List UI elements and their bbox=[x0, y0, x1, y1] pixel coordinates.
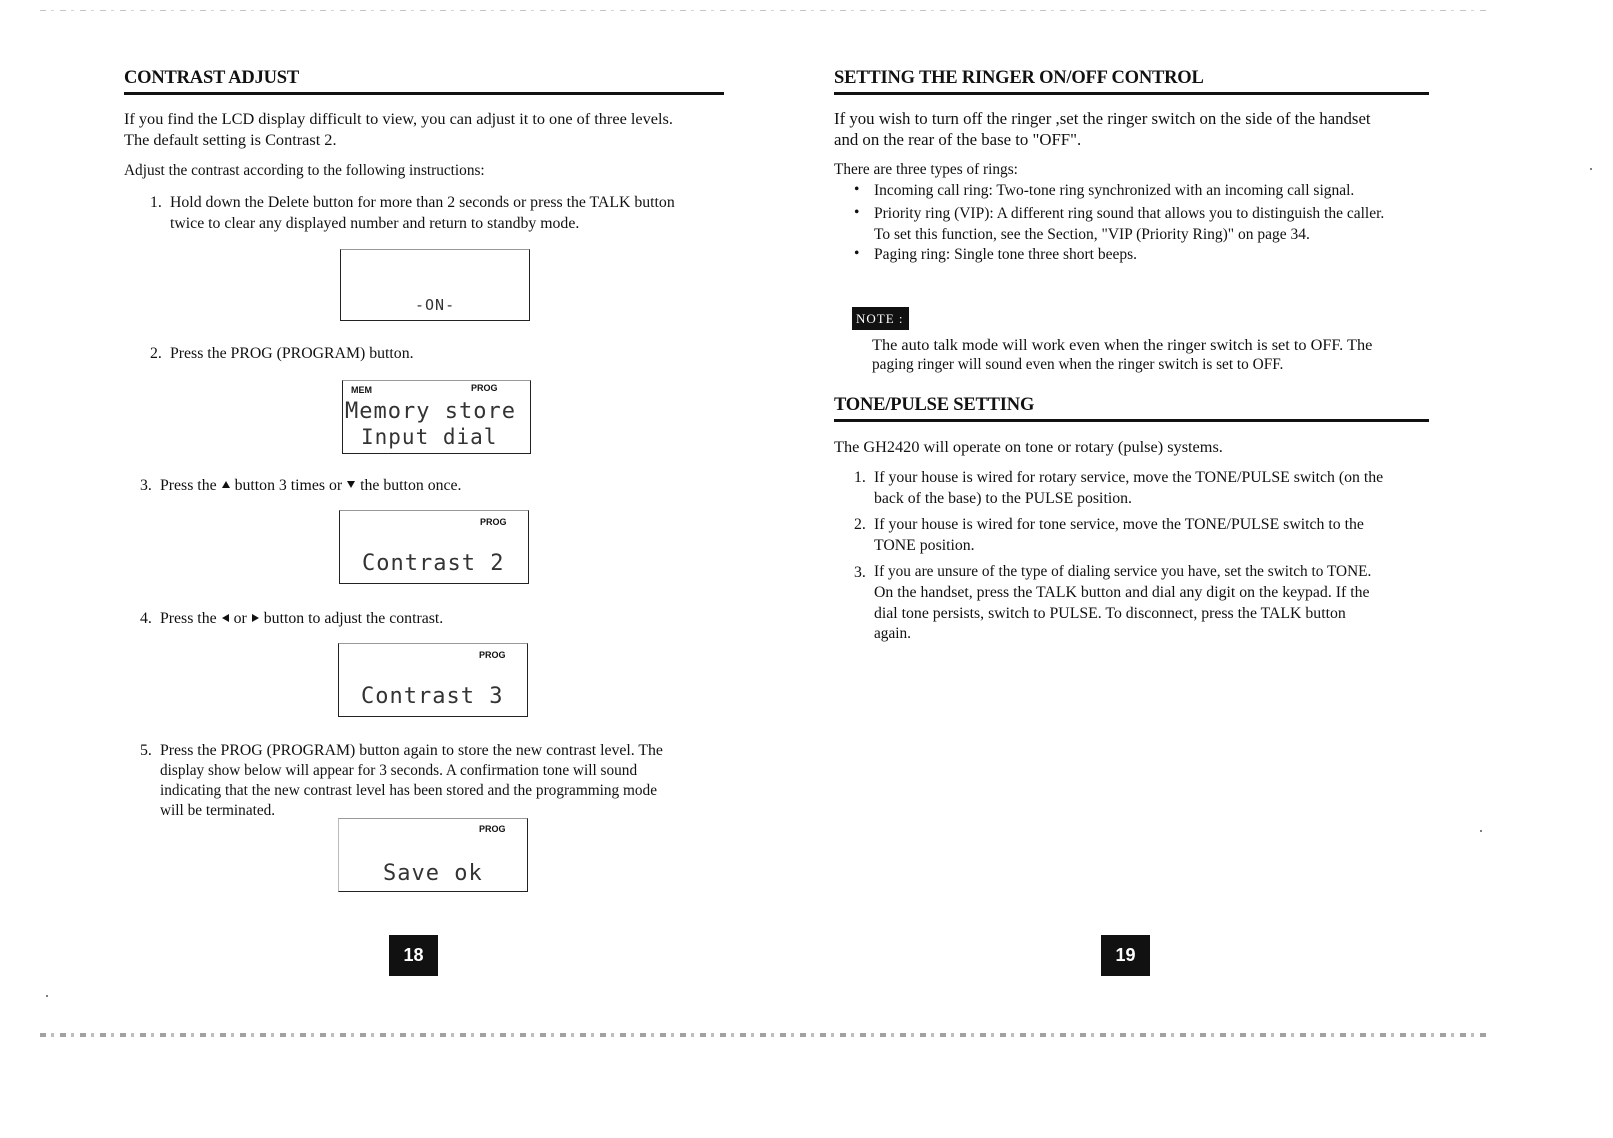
adjust-intro: Adjust the contrast according to the following instructions: bbox=[124, 162, 485, 179]
left-arrow-icon bbox=[222, 614, 229, 622]
step-text bbox=[874, 562, 1371, 644]
lcd-line-1: Memory store bbox=[345, 399, 516, 424]
note-badge: NOTE : bbox=[852, 307, 909, 330]
lcd-indicator-prog: PROG bbox=[479, 650, 506, 660]
lcd-contrast-3 bbox=[338, 643, 528, 717]
step-text bbox=[160, 608, 443, 629]
up-arrow-icon bbox=[222, 481, 230, 488]
step-line: dial tone persists, switch to PULSE. To disconnect, press the TALK button bbox=[874, 605, 1346, 622]
page-number-18: 18 bbox=[389, 935, 438, 976]
step-text bbox=[874, 514, 1364, 556]
heading-rule bbox=[834, 92, 1429, 95]
intro-line-1: If you find the LCD display difficult to view, you can adjust it to one of three levels. bbox=[124, 109, 673, 128]
scan-speck bbox=[1480, 830, 1482, 832]
step-text: Press the PROG (PROGRAM) button. bbox=[170, 345, 414, 362]
scan-artifact-top bbox=[40, 10, 1490, 11]
step-text-part: Press the bbox=[160, 477, 217, 494]
step-number: 3. bbox=[140, 477, 152, 494]
step-text-part: button to adjust the contrast. bbox=[263, 610, 444, 627]
step-line: On the handset, press the TALK button and dial any digit on the keypad. If the bbox=[874, 584, 1370, 601]
down-arrow-icon bbox=[347, 481, 355, 488]
tone-intro: The GH2420 will operate on tone or rotary (pulse) systems. bbox=[834, 437, 1223, 456]
bullet-icon: • bbox=[854, 204, 860, 221]
step-text-part: Press the bbox=[160, 610, 217, 627]
lcd-line-1: Contrast 3 bbox=[361, 684, 504, 709]
heading-rule bbox=[124, 92, 724, 95]
note-line-1: The auto talk mode will work even when the ringer switch is set to OFF. The bbox=[872, 335, 1373, 354]
ringer-paragraph bbox=[834, 108, 1444, 150]
heading-rule bbox=[834, 419, 1429, 422]
rings-intro: There are three types of rings: bbox=[834, 161, 1018, 178]
step-text bbox=[170, 192, 675, 234]
lcd-save-ok bbox=[338, 818, 528, 892]
scan-speck bbox=[1590, 168, 1592, 170]
lcd-line-2: Input dial bbox=[361, 425, 498, 449]
step-line: will be terminated. bbox=[160, 802, 276, 819]
heading-ringer-control: SETTING THE RINGER ON/OFF CONTROL bbox=[834, 68, 1204, 88]
lcd-memory-store bbox=[342, 380, 531, 454]
bullet-icon: • bbox=[854, 181, 860, 198]
step-line: Hold down the Delete button for more than 2 seconds or press the TALK button bbox=[170, 194, 675, 211]
ring-text: Incoming call ring: Two-tone ring synchronized with an incoming call signal. bbox=[874, 182, 1355, 199]
note-line-2: paging ringer will sound even when the ringer switch is set to OFF. bbox=[872, 356, 1284, 373]
step-text bbox=[160, 475, 461, 496]
lcd-text: -ON- bbox=[415, 296, 456, 314]
step-line: Press the PROG (PROGRAM) button again to store the new contrast level. The bbox=[160, 742, 663, 759]
step-number: 2. bbox=[854, 516, 866, 533]
lcd-indicator-prog: PROG bbox=[471, 383, 498, 393]
ring-text: Paging ring: Single tone three short beeps. bbox=[874, 246, 1138, 263]
ringer-line-1: If you wish to turn off the ringer ,set the ringer switch on the side of the handset bbox=[834, 109, 1371, 128]
step-line: again. bbox=[874, 625, 911, 642]
lcd-indicator-prog: PROG bbox=[480, 517, 507, 527]
right-arrow-icon bbox=[252, 614, 259, 622]
bullet-icon: • bbox=[854, 245, 860, 262]
lcd-contrast-2 bbox=[339, 510, 529, 584]
step-number: 5. bbox=[140, 742, 152, 759]
heading-contrast-adjust: CONTRAST ADJUST bbox=[124, 68, 300, 88]
step-line: TONE position. bbox=[874, 537, 975, 554]
step-number: 2. bbox=[150, 345, 162, 362]
lcd-standby bbox=[340, 249, 530, 321]
intro-line-2: The default setting is Contrast 2. bbox=[124, 130, 337, 149]
ringer-line-2: and on the rear of the base to "OFF". bbox=[834, 130, 1082, 149]
step-text-part: or bbox=[233, 610, 247, 627]
step-number: 4. bbox=[140, 610, 152, 627]
step-line: If your house is wired for rotary service, move the TONE/PULSE switch (on the bbox=[874, 469, 1384, 486]
page-number-19: 19 bbox=[1101, 935, 1150, 976]
lcd-line-1: Contrast 2 bbox=[362, 551, 505, 576]
step-number: 3. bbox=[854, 564, 866, 581]
intro-paragraph bbox=[124, 108, 734, 150]
heading-tone-pulse: TONE/PULSE SETTING bbox=[834, 395, 1035, 415]
step-line: If you are unsure of the type of dialing service you have, set the switch to TONE. bbox=[874, 563, 1372, 580]
ring-line: To set this function, see the Section, "VIP (Priority Ring)" on page 34. bbox=[874, 226, 1310, 243]
step-line: indicating that the new contrast level has been stored and the programming mode bbox=[160, 782, 657, 799]
note-text bbox=[872, 334, 1462, 375]
step-number: 1. bbox=[150, 194, 162, 211]
step-text-part: the button once. bbox=[360, 477, 462, 494]
step-number: 1. bbox=[854, 469, 866, 486]
ring-line: Priority ring (VIP): A different ring sound that allows you to distinguish the caller. bbox=[874, 205, 1385, 222]
lcd-line-1: Save ok bbox=[383, 861, 483, 886]
lcd-indicator-mem: MEM bbox=[351, 385, 372, 395]
step-line: display show below will appear for 3 seconds. A confirmation tone will sound bbox=[160, 762, 638, 779]
step-text bbox=[874, 467, 1383, 509]
step-line: If your house is wired for tone service, move the TONE/PULSE switch to the bbox=[874, 516, 1364, 533]
step-line: back of the base) to the PULSE position. bbox=[874, 490, 1132, 507]
scan-artifact-bottom bbox=[40, 1033, 1490, 1037]
scan-speck bbox=[46, 995, 48, 997]
step-text-part: button 3 times or bbox=[234, 477, 343, 494]
step-text bbox=[160, 740, 663, 821]
ring-text bbox=[874, 203, 1384, 245]
step-line: twice to clear any displayed number and return to standby mode. bbox=[170, 215, 580, 232]
lcd-indicator-prog: PROG bbox=[479, 824, 506, 834]
